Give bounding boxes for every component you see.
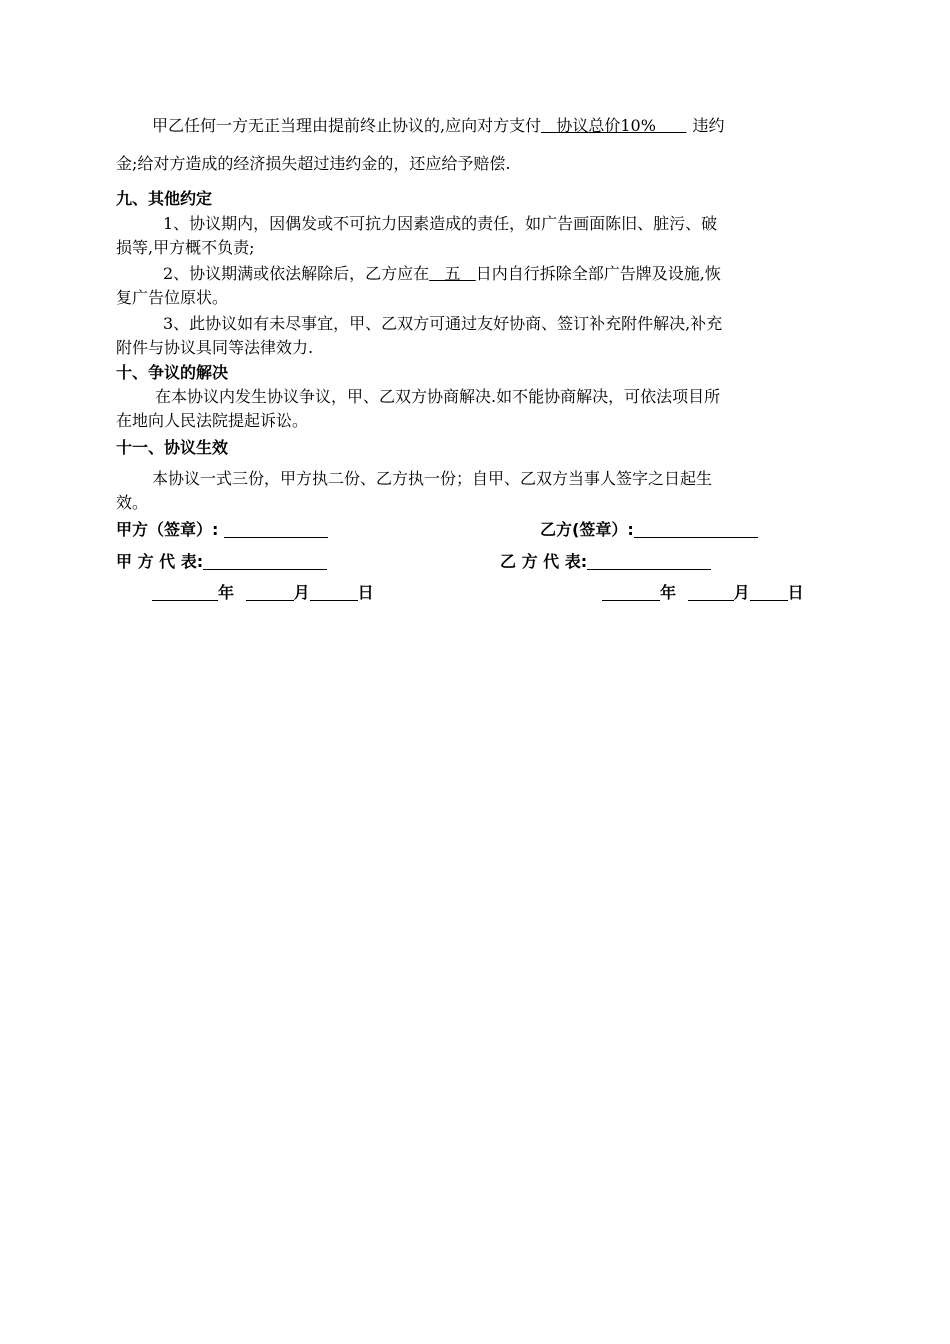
party-a-rep: 甲 方 代 表: bbox=[116, 550, 327, 574]
party-b-seal-field[interactable] bbox=[634, 519, 758, 538]
clause10-heading: 十、争议的解决 bbox=[116, 363, 229, 382]
clause9-item1-line1: 1、协议期内，因偶发或不可抗力因素造成的责任，如广告画面陈旧、脏污、破 bbox=[163, 214, 718, 233]
penalty-paragraph-line2: 金;给对方造成的经济损失超过违约金的，还应给予赔偿. bbox=[116, 154, 511, 173]
clause9-item1-line2: 损等,甲方概不负责; bbox=[116, 238, 255, 257]
clause11-line2: 效。 bbox=[116, 493, 149, 512]
clause9-item3-line1: 3、此协议如有未尽事宜，甲、乙双方可通过友好协商、签订补充附件解决,补充 bbox=[163, 314, 723, 333]
party-a-month-field[interactable] bbox=[246, 582, 294, 601]
party-a-seal-field[interactable] bbox=[224, 519, 328, 538]
clause10-line2: 在地向人民法院提起诉讼。 bbox=[116, 411, 309, 430]
clause10-line1: 在本协议内发生协议争议，甲、乙双方协商解决.如不能协商解决，可依法项目所 bbox=[155, 387, 721, 406]
penalty-amount-fill: 协议总价10% bbox=[556, 116, 656, 135]
penalty-text-b: 违约 bbox=[692, 116, 725, 135]
clause11-line1: 本协议一式三份，甲方执二份、乙方执一份；自甲、乙双方当事人签字之日起生 bbox=[152, 469, 713, 488]
party-b-rep: 乙 方 代 表: bbox=[500, 550, 711, 574]
clause9-heading: 九、其他约定 bbox=[116, 189, 213, 208]
party-b-month-field[interactable] bbox=[688, 582, 734, 601]
removal-days-fill: 五 bbox=[444, 264, 461, 283]
clause9-item2-line2: 复广告位原状。 bbox=[116, 288, 229, 307]
clause11-heading: 十一、协议生效 bbox=[116, 438, 229, 457]
penalty-paragraph-line1 bbox=[152, 114, 724, 138]
party-a-rep-field[interactable] bbox=[203, 551, 327, 570]
party-b-day-field[interactable] bbox=[750, 582, 788, 601]
party-a-year-field[interactable] bbox=[152, 582, 218, 601]
party-b-seal: 乙方(签章）: bbox=[540, 518, 758, 542]
penalty-text-a: 甲乙任何一方无正当理由提前终止协议的,应向对方支付 bbox=[152, 116, 542, 135]
party-a-date: 年 月 日 bbox=[152, 581, 374, 605]
party-b-year-field[interactable] bbox=[602, 582, 660, 601]
party-a-seal: 甲方（签章）: bbox=[116, 518, 328, 542]
clause9-item2-line1: 2、协议期满或依法解除后，乙方应在 五 日内自行拆除全部广告牌及设施,恢 bbox=[163, 264, 721, 283]
party-b-rep-field[interactable] bbox=[587, 551, 711, 570]
party-a-day-field[interactable] bbox=[310, 582, 358, 601]
party-b-date: 年 月 日 bbox=[602, 581, 804, 605]
clause9-item3-line2: 附件与协议具同等法律效力. bbox=[116, 338, 314, 357]
